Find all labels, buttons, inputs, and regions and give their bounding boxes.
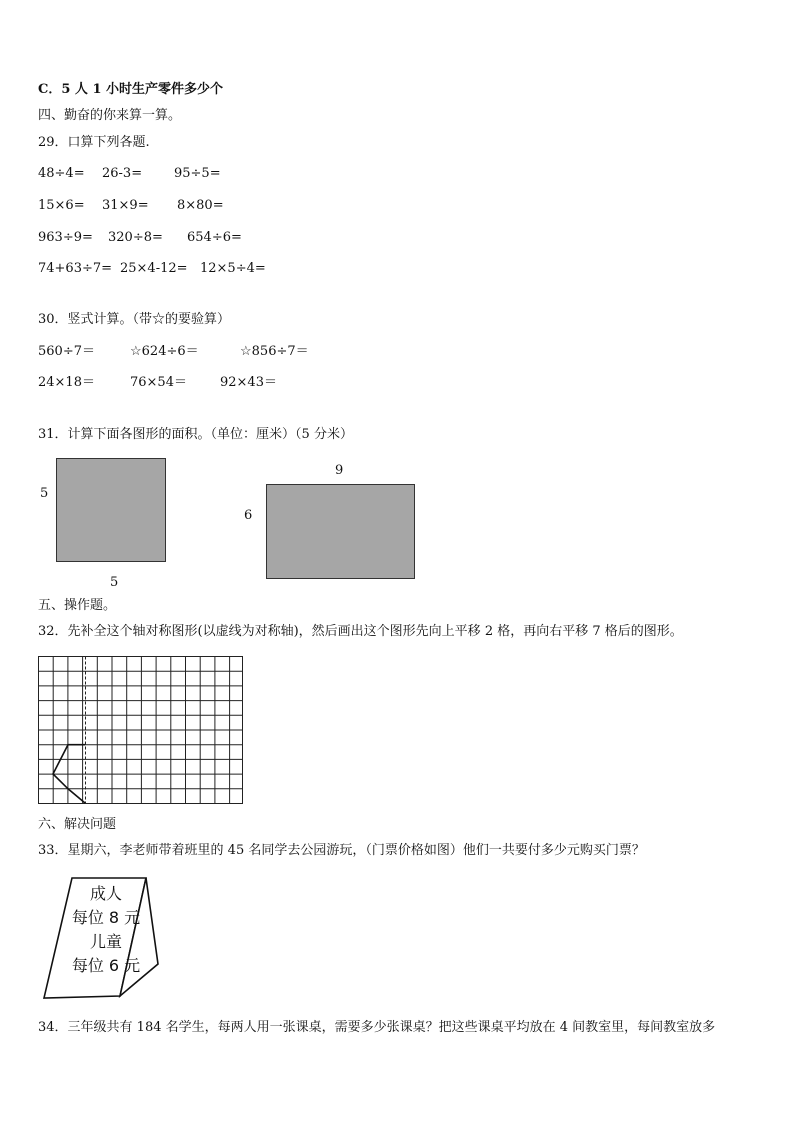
question-30: 30．竖式计算。（带☆的要验算） — [38, 312, 231, 327]
sign-child-label: 儿童 — [89, 932, 122, 951]
sign-adult-price: 每位 8 元 — [71, 908, 141, 927]
q29-item: 25×4-12= — [120, 261, 188, 276]
q30-item: 92×43＝ — [220, 375, 277, 390]
question-34: 34．三年级共有 184 名学生，每两人用一张课桌，需要多少张课桌？把这些课桌平均放在 4 间教室里，每间教室放多 — [38, 1020, 716, 1035]
section-4-heading: 四、勤奋的你来算一算。 — [38, 108, 182, 123]
question-29: 29．口算下列各题. — [38, 135, 150, 150]
question-33: 33．星期六，李老师带着班里的 45 名同学去公园游玩，（门票价格如图）他们一共要付多少元购买门票？ — [38, 843, 645, 858]
sign-adult-label: 成人 — [89, 884, 122, 903]
rectangle-figure — [266, 484, 415, 579]
q30-item: ☆624÷6＝ — [130, 344, 199, 359]
rectangle-left-label: 6 — [244, 508, 253, 523]
q29-item: 95÷5= — [174, 166, 221, 181]
question-32: 32．先补全这个轴对称图形(以虚线为对称轴)，然后画出这个图形先向上平移 2 格，再向右平移 7 格后的图形。 — [38, 624, 683, 639]
q29-item: 12×5÷4= — [200, 261, 266, 276]
q29-item: 31×9= — [102, 198, 149, 213]
q29-item: 15×6= — [38, 198, 85, 213]
q29-item: 963÷9= — [38, 230, 93, 245]
q29-item: 48÷4= — [38, 166, 85, 181]
q29-item: 8×80= — [177, 198, 224, 213]
question-31: 31．计算下面各图形的面积。（单位：厘米）（5 分米） — [38, 427, 353, 442]
q30-item: 76×54＝ — [130, 375, 187, 390]
option-c: C．5 人 1 小时生产零件多少个 — [38, 82, 224, 97]
section-5-heading: 五、操作题。 — [38, 598, 117, 613]
q30-item: 560÷7＝ — [38, 344, 95, 359]
sign-child-price: 每位 6 元 — [71, 956, 141, 975]
q29-item: 26-3= — [102, 166, 143, 181]
rectangle-top-label: 9 — [335, 463, 344, 478]
q29-item: 320÷8= — [108, 230, 163, 245]
section-6-heading: 六、解决问题 — [38, 817, 117, 832]
square-figure — [56, 458, 166, 562]
q29-item: 74+63÷7= — [38, 261, 113, 276]
square-side-left-label: 5 — [40, 486, 49, 501]
square-side-bottom-label: 5 — [110, 575, 119, 590]
square-grid — [38, 656, 244, 806]
q29-item: 654÷6= — [187, 230, 242, 245]
q30-item: 24×18＝ — [38, 375, 95, 390]
q30-item: ☆856÷7＝ — [240, 344, 309, 359]
